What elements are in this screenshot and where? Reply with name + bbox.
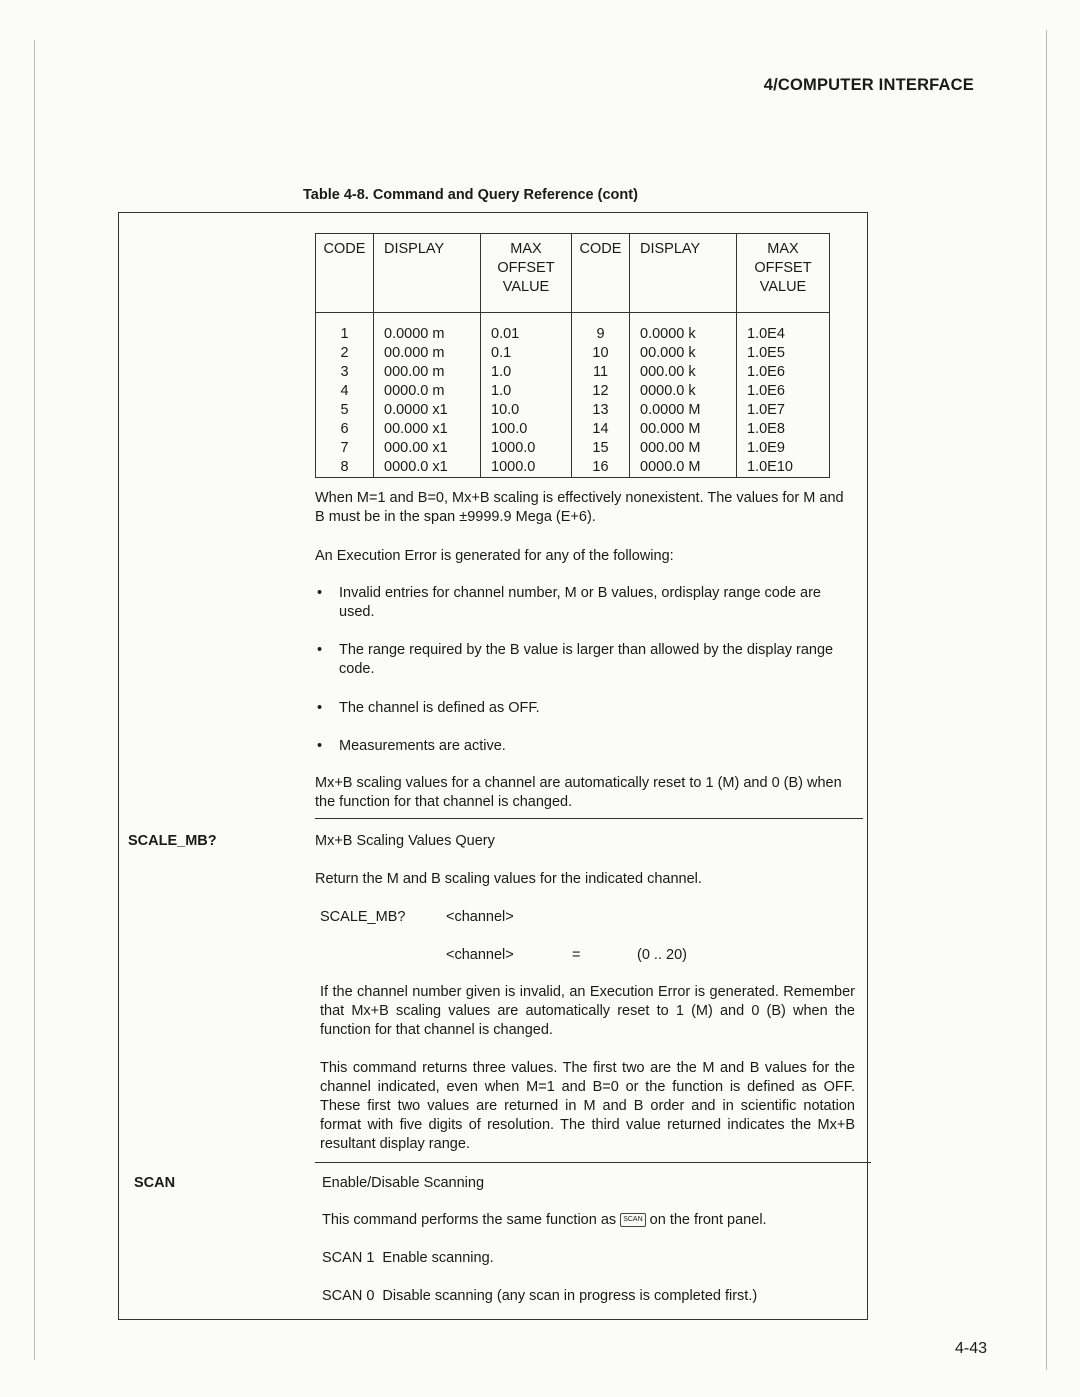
header-code-2: CODE <box>572 234 630 313</box>
cell-max-offset: 1.0 <box>481 363 572 382</box>
cell-max-offset: 1.0 <box>481 382 572 401</box>
header-display-2: DISPLAY <box>630 234 737 313</box>
bullet-mark: • <box>317 642 323 658</box>
command-name-scan: SCAN <box>134 1175 176 1191</box>
display-range-table <box>315 233 830 478</box>
header-display-1: DISPLAY <box>374 234 481 313</box>
cell-display: 0.0000 x1 <box>374 401 481 420</box>
cell-max-offset: 10.0 <box>481 401 572 420</box>
cell-max-offset: 1.0E8 <box>737 420 830 439</box>
scaling-note: When M=1 and B=0, Mx+B scaling is effectively nonexistent. The values for M and B must be in the span ±9999.9 Mega (E+6). <box>315 490 844 525</box>
cell-display: 000.00 M <box>630 439 737 458</box>
cell-code: 11 <box>572 363 630 382</box>
cell-max-offset: 1.0E7 <box>737 401 830 420</box>
cell-code: 7 <box>316 439 374 458</box>
cell-max-offset: 1.0E10 <box>737 458 830 478</box>
cell-max-offset: 1.0E6 <box>737 382 830 401</box>
bullet-mark: • <box>317 700 323 716</box>
section-divider <box>315 1162 871 1163</box>
cell-code: 3 <box>316 363 374 382</box>
return-values-note: This command returns three values. The first two are the M and B values for the channel indicated, even when M=1 and B=0 or the function is defined as OFF. These first two values are returned in M and B order and in scientific notation format with five digits of resolution. The third value returned indicates the Mx+B resultant display range. <box>320 1060 855 1152</box>
cell-code: 16 <box>572 458 630 478</box>
table-row <box>316 363 830 382</box>
scan-description: This command performs the same function as SCAN on the front panel. <box>322 1212 767 1228</box>
scan-disable-option: SCAN 0 Disable scanning (any scan in progress is completed first.) <box>322 1288 758 1304</box>
command-description: Return the M and B scaling values for the indicated channel. <box>315 871 702 887</box>
cell-code: 12 <box>572 382 630 401</box>
cell-code: 14 <box>572 420 630 439</box>
cell-display: 000.00 m <box>374 363 481 382</box>
table-row <box>316 401 830 420</box>
cell-max-offset: 0.1 <box>481 344 572 363</box>
cell-display: 0000.0 x1 <box>374 458 481 478</box>
section-header: 4/COMPUTER INTERFACE <box>763 76 974 94</box>
table-row <box>316 313 830 345</box>
cell-display: 0.0000 m <box>374 313 481 345</box>
bullet-text: The channel is defined as OFF. <box>339 700 540 716</box>
cell-display: 0000.0 k <box>630 382 737 401</box>
param-equals: = <box>572 947 581 963</box>
command-title: Mx+B Scaling Values Query <box>315 833 495 849</box>
range-table-body <box>316 313 830 478</box>
table-row <box>316 382 830 401</box>
table-row <box>316 420 830 439</box>
cell-display: 00.000 k <box>630 344 737 363</box>
scan-key-icon: SCAN <box>620 1213 645 1227</box>
cell-max-offset: 1.0E6 <box>737 363 830 382</box>
reset-note: Mx+B scaling values for a channel are automatically reset to 1 (M) and 0 (B) when the function for that channel is changed. <box>315 775 842 810</box>
cell-max-offset: 100.0 <box>481 420 572 439</box>
cell-max-offset: 0.01 <box>481 313 572 345</box>
cell-max-offset: 1.0E5 <box>737 344 830 363</box>
cell-code: 4 <box>316 382 374 401</box>
cell-display: 00.000 m <box>374 344 481 363</box>
cell-code: 9 <box>572 313 630 345</box>
syntax-argument: <channel> <box>446 909 514 925</box>
table-row <box>316 458 830 478</box>
section-divider <box>315 818 863 819</box>
bullet-text: Measurements are active. <box>339 738 506 754</box>
cell-display: 000.00 k <box>630 363 737 382</box>
header-code-1: CODE <box>316 234 374 313</box>
header-max-offset-1: MAX OFFSET VALUE <box>481 234 572 313</box>
table-row <box>316 439 830 458</box>
cell-code: 2 <box>316 344 374 363</box>
cell-max-offset: 1000.0 <box>481 439 572 458</box>
cell-code: 1 <box>316 313 374 345</box>
error-bullet <box>315 699 855 718</box>
cell-display: 0000.0 M <box>630 458 737 478</box>
cell-display: 0.0000 M <box>630 401 737 420</box>
cell-display: 000.00 x1 <box>374 439 481 458</box>
command-title: Enable/Disable Scanning <box>322 1175 485 1191</box>
bullet-text: The range required by the B value is larger than allowed by the display range code. <box>339 642 834 677</box>
scan-edge-left <box>34 40 35 1360</box>
cell-code: 8 <box>316 458 374 478</box>
error-bullet <box>315 584 855 622</box>
cell-code: 5 <box>316 401 374 420</box>
scan-enable-option: SCAN 1 Enable scanning. <box>322 1250 494 1266</box>
header-max-offset-2: MAX OFFSET VALUE <box>737 234 830 313</box>
param-name: <channel> <box>446 947 514 963</box>
table-row <box>316 344 830 363</box>
cell-display: 0000.0 m <box>374 382 481 401</box>
table-caption: Table 4-8. Command and Query Reference (cont) <box>303 187 638 203</box>
cell-display: 0.0000 k <box>630 313 737 345</box>
bullet-mark: • <box>317 738 323 754</box>
range-table-header <box>316 234 830 313</box>
syntax-command: SCALE_MB? <box>320 909 406 925</box>
cell-code: 13 <box>572 401 630 420</box>
cell-max-offset: 1000.0 <box>481 458 572 478</box>
cell-display: 00.000 M <box>630 420 737 439</box>
bullet-mark: • <box>317 585 323 601</box>
cell-max-offset: 1.0E4 <box>737 313 830 345</box>
param-range: (0 .. 20) <box>637 947 687 963</box>
scan-edge-right <box>1046 30 1047 1370</box>
invalid-channel-note: If the channel number given is invalid, an Execution Error is generated. Remember that Mx+B scaling values are automatically reset to 1 (M) and 0 (B) when the function for that channel is changed. <box>320 984 855 1038</box>
error-bullet <box>315 737 855 756</box>
cell-code: 10 <box>572 344 630 363</box>
error-bullet <box>315 641 855 679</box>
cell-max-offset: 1.0E9 <box>737 439 830 458</box>
cell-code: 15 <box>572 439 630 458</box>
page-number: 4-43 <box>954 1340 987 1357</box>
cell-code: 6 <box>316 420 374 439</box>
command-name-scale-mb: SCALE_MB? <box>128 833 217 849</box>
bullet-text: Invalid entries for channel number, M or B values, ordisplay range code are used. <box>339 585 821 620</box>
cell-display: 00.000 x1 <box>374 420 481 439</box>
execution-error-intro: An Execution Error is generated for any of the following: <box>315 548 674 564</box>
